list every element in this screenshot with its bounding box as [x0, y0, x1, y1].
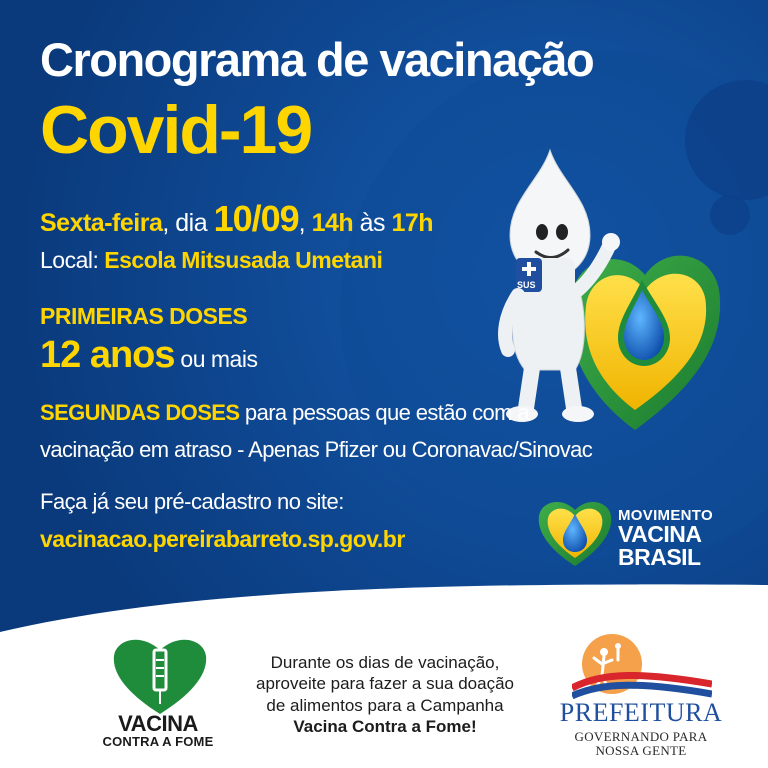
start-time: 14h: [311, 209, 354, 237]
vacina-contra-fome-logo: [88, 712, 228, 749]
title-line1: Cronograma de vacinação: [40, 33, 594, 86]
age-suffix: ou mais: [174, 346, 258, 372]
dia-word: , dia: [162, 209, 214, 237]
as-word: às: [353, 209, 392, 237]
date-value: 10/09: [213, 198, 299, 239]
cadastro-text: Faça já seu pré-cadastro no site:: [40, 489, 344, 514]
movimento-vacina-brasil-logo: [618, 508, 713, 569]
segundas-doses-text1: para pessoas que estão com a: [239, 400, 529, 425]
prefeitura-line2: GOVERNANDO PARA: [574, 729, 708, 744]
prefeitura-logo: [556, 700, 726, 757]
title-line2: Covid-19: [40, 92, 312, 168]
schedule-date-line: [40, 199, 433, 239]
family-sun-icon: [572, 632, 712, 704]
primeiras-doses-heading: PRIMEIRAS DOSES: [40, 303, 248, 329]
segundas-doses-heading: SEGUNDAS DOSES: [40, 400, 240, 425]
donation-line3: de alimentos para a Campanha: [266, 695, 504, 715]
prefeitura-line1: PREFEITURA: [559, 698, 723, 727]
end-time: 17h: [391, 209, 434, 237]
movimento-line1: MOVIMENTO: [618, 507, 713, 524]
location-value: Escola Mitsusada Umetani: [104, 247, 383, 273]
segundas-doses-line1: [40, 400, 529, 426]
weekday: Sexta-feira: [40, 209, 163, 237]
movimento-line2: VACINA: [618, 521, 702, 547]
segundas-doses-line2: vacinação em atraso - Apenas Pfizer ou Coronavac/Sinovac: [40, 437, 593, 462]
age-value: 12 anos: [40, 334, 175, 376]
syringe-icon: [110, 632, 210, 716]
sus-badge-text: SUS: [517, 280, 536, 290]
vcf-line2: CONTRA A FOME: [102, 734, 214, 750]
location-line: [40, 247, 382, 274]
comma-separator: ,: [298, 209, 312, 237]
donation-message: [222, 652, 548, 737]
donation-line1: Durante os dias de vacinação,: [270, 653, 500, 672]
prefeitura-line3: NOSSA GENTE: [595, 743, 687, 758]
movimento-line3: BRASIL: [618, 544, 701, 570]
vcf-line1: VACINA: [118, 711, 198, 736]
movimento-heart-drop-icon: [535, 496, 615, 568]
donation-line4: Vacina Contra a Fome!: [293, 716, 477, 736]
donation-line2: aproveite para fazer a sua doação: [255, 674, 514, 694]
primeiras-doses-age: [40, 334, 257, 377]
location-label: Local:: [40, 247, 105, 273]
cadastro-site-link[interactable]: vacinacao.pereirabarreto.sp.gov.br: [40, 526, 405, 552]
vaccine-mascot-icon: [470, 140, 740, 440]
